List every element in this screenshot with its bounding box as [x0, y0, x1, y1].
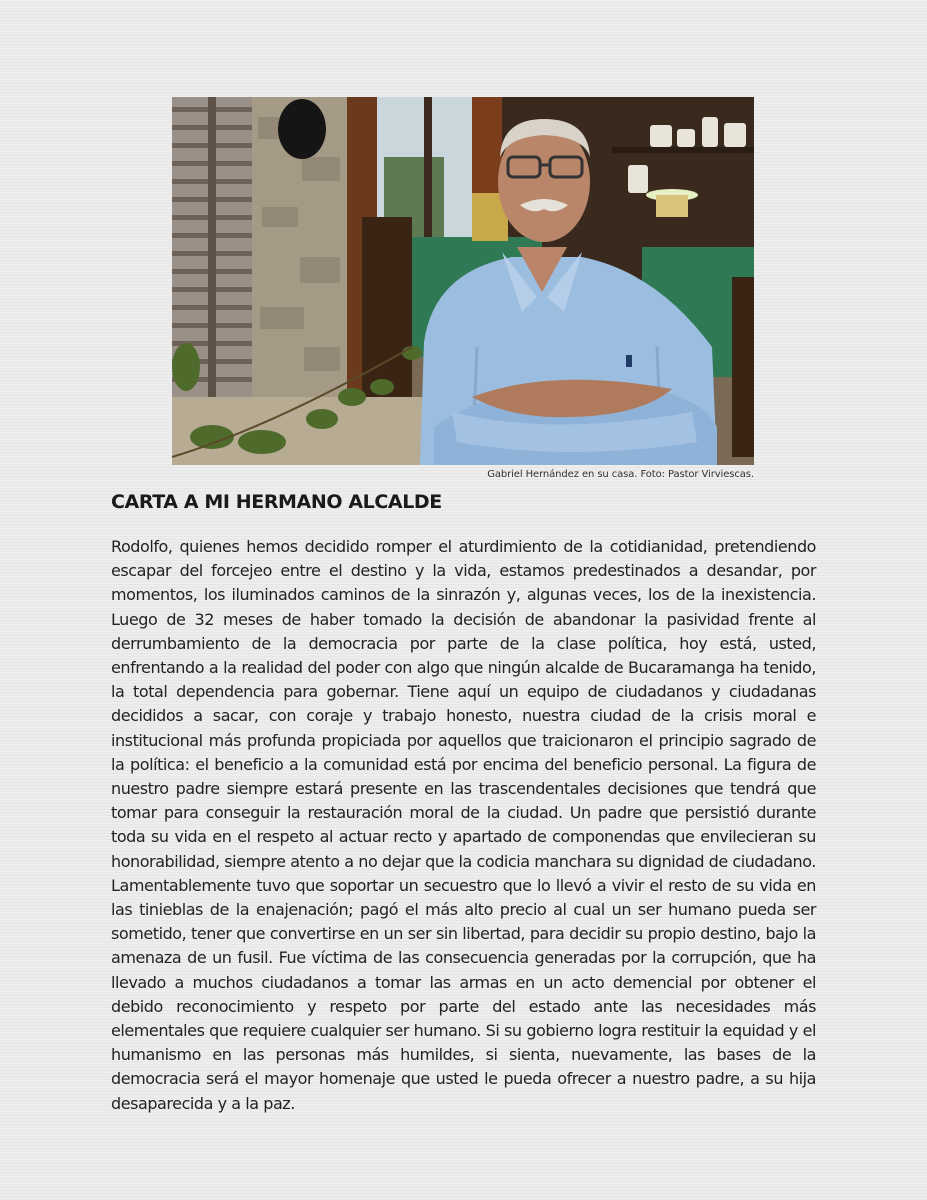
article-paragraph-2: Lamentablemente tuvo que soportar un secuestro que lo llevó a vivir el resto de su vida en las tinieblas de la enajenación; pagó el más alto precio al cual un ser humano pueda ser sometido, tener que convertirse en un ser sin libertad, para decidir su propio destino, bajo la amenaza de un fusil. Fue víctima de las consecuencia generadas por la corrupción, que ha llevado a muchos ciudadanos a tomar las armas en un acto demencial por obtener el debido reconocimiento y respeto por parte del estado ante las necesidades más elementales que requiere cualquier ser humano. Si su gobierno logra restituir la equidad y el humanismo en las personas más humildes, si sienta, nuevamente, las bases de la democracia será el mayor homenaje que usted le pueda ofrecer a nuestro padre, a su hija desaparecida y a la paz.: [111, 875, 816, 1113]
article-paragraph-1: Rodolfo, quienes hemos decidido romper el aturdimiento de la cotidianidad, pretendiendo escapar del forcejeo entre el destino y la vida, estamos predestinados a desandar, por momentos, los iluminados caminos de la sinrazón y, algunas veces, los de la inexistencia. Luego de 32 meses de haber tomado la decisión de abandonar la pasividad frente al derrumbamiento de la democracia por parte de la clase política, hoy está, usted, enfrentando a la realidad del poder con algo que ningún alcalde de Bucaramanga ha tenido, la total dependencia para gobernar. Tiene aquí un equipo de ciudadanos y ciudadanas decididos a sacar, con coraje y trabajo honesto, nuestra ciudad de la crisis moral e institucional más profunda propiciada por aquellos que traicionaron el principio sagrado de la política: el beneficio a la comunidad está por encima del beneficio personal. La figura de nuestro padre siempre estará presente en las trascendentales decisiones que tendrá que tomar para conseguir la restauración moral de la ciudad. Un padre que persistió durante toda su vida en el respeto al actuar recto y apartado de componendas que envilecieran su honorabilidad, siempre atento a no dejar que la codicia manchara su dignidad de ciudadano.: [111, 537, 816, 871]
portrait-photo: [172, 97, 754, 465]
article-title: CARTA A MI HERMANO ALCALDE: [111, 491, 442, 513]
article-body: [111, 535, 816, 1116]
photo-caption: Gabriel Hernández en su casa. Foto: Pastor Virviescas.: [487, 469, 754, 480]
